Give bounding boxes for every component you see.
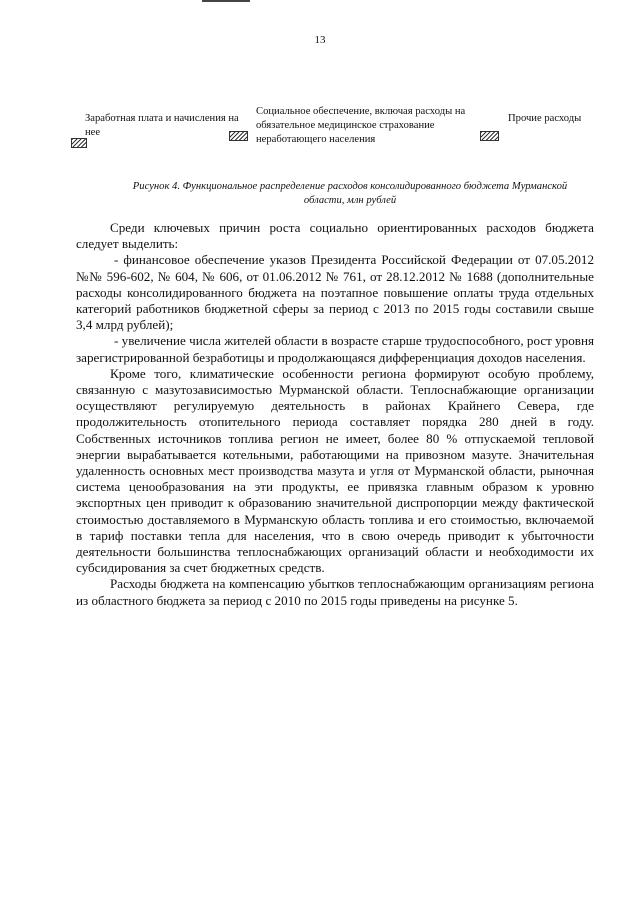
- paragraph-climate: Кроме того, климатические особенности региона формируют особую проблему, связанную с мазутозависимостью Мурманской области. Теплоснабжающие организации осуществляют регулируемую деятельность в районах Крайнего Севера, где продолжительность отопительного периода составляет порядка 280 дней в году. Собственных источников топлива регион не имеет, более 80 % отпускаемой тепловой энергии вырабатывается котельными, работающими на привозном мазуте. Значительная удаленность основных мест производства мазута и угля от Мурманской области, рыночная система ценообразования на эти продукты, ее привязка главным образом к уровню экспортных цен приводит к образованию значительной диспропорции между фактической стоимостью доставляемого в Мурманскую область топлива и его стоимостью, включаемой в тариф поставки тепла для населения, что в свою очередь приводит к убыточности деятельности большинства теплоснабжающих организаций области и необходимости их субсидирования за счет бюджетных средств.: [76, 365, 594, 576]
- paragraph-compensation: Расходы бюджета на компенсацию убытков теплоснабжающим организациям региона из областного бюджета за период с 2010 по 2015 годы приведены на рисунке 5.: [76, 576, 594, 608]
- legend-item-social: Социальное обеспечение, включая расходы на обязательное медицинское страхование неработающего населения: [256, 106, 466, 145]
- body-text: [76, 220, 594, 609]
- chart-legend: [0, 105, 640, 165]
- legend-item-salary: Заработная плата и начисления на нее: [85, 113, 239, 138]
- legend-swatch-social: [480, 131, 499, 141]
- figure-caption: Рисунок 4. Функциональное распределение расходов консолидированного бюджета Мурманской области, млн рублей: [132, 181, 568, 206]
- top-rule: [202, 0, 250, 2]
- paragraph-bullet-1: - финансовое обеспечение указов Президента Российской Федерации от 07.05.2012 №№ 596-602, № 604, № 606, от 01.06.2012 № 761, от 28.12.2012 № 1688 (дополнительные расходы консолидированного бюджета на поэтапное повышение оплаты труда отдельных категорий работников бюджетной сферы за период с 2013 по 2015 годы составили свыше 3,4 млрд рублей);: [76, 252, 594, 333]
- legend-swatch-salary: [71, 138, 87, 148]
- paragraph-intro: Среди ключевых причин роста социально ориентированных расходов бюджета следует выделить:: [76, 220, 594, 252]
- page-number: 13: [314, 34, 326, 46]
- legend-item-other: Прочие расходы: [508, 113, 582, 124]
- paragraph-bullet-2: - увеличение числа жителей области в возрасте старше трудоспособного, рост уровня зарегистрированной безработицы и продолжающаяся дифференциация доходов населения.: [76, 333, 594, 365]
- legend-swatch-salary-box: [229, 131, 248, 141]
